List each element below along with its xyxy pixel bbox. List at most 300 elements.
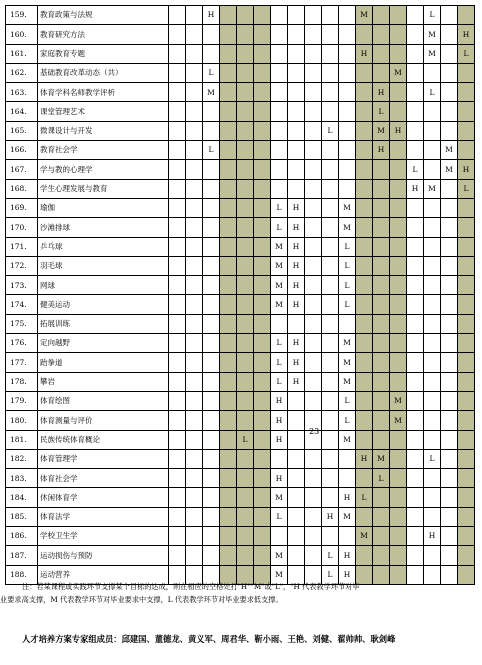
table-row	[6, 314, 475, 333]
support-level-cell	[220, 160, 237, 179]
table-row	[6, 353, 475, 372]
support-level-cell: L	[203, 141, 220, 160]
support-level-cell	[390, 507, 407, 526]
support-level-cell	[186, 488, 203, 507]
support-level-cell	[373, 411, 390, 430]
support-level-cell	[390, 449, 407, 468]
support-level-cell	[220, 218, 237, 237]
support-level-cell	[373, 295, 390, 314]
support-level-cell	[322, 372, 339, 391]
table-row	[6, 411, 475, 430]
support-level-cell: L	[271, 198, 288, 217]
support-level-cell	[339, 121, 356, 140]
course-name: 教育政策与法规	[38, 6, 169, 25]
course-number: 182.	[6, 449, 38, 468]
support-level-cell: M	[356, 527, 373, 546]
support-level-cell	[271, 179, 288, 198]
support-level-cell	[458, 198, 475, 217]
support-level-cell	[237, 488, 254, 507]
support-level-cell	[322, 276, 339, 295]
support-level-cell	[373, 507, 390, 526]
support-level-cell	[237, 391, 254, 410]
support-level-cell	[373, 527, 390, 546]
support-level-cell	[254, 527, 271, 546]
support-level-cell	[186, 160, 203, 179]
support-level-cell	[373, 334, 390, 353]
support-level-cell	[390, 160, 407, 179]
support-level-cell	[424, 276, 441, 295]
support-level-cell: H	[288, 198, 305, 217]
support-level-cell	[356, 507, 373, 526]
support-level-cell	[237, 6, 254, 25]
support-level-cell	[424, 295, 441, 314]
support-level-cell	[237, 44, 254, 63]
support-level-cell	[339, 44, 356, 63]
support-level-cell	[305, 218, 322, 237]
support-level-cell	[186, 102, 203, 121]
course-name: 运动营养	[38, 565, 169, 584]
support-level-cell	[458, 314, 475, 333]
support-level-cell	[220, 469, 237, 488]
course-name: 体育管理学	[38, 449, 169, 468]
support-level-cell	[271, 63, 288, 82]
support-level-cell	[254, 25, 271, 44]
course-number: 180.	[6, 411, 38, 430]
support-level-cell	[458, 411, 475, 430]
support-level-cell	[237, 25, 254, 44]
support-level-cell	[356, 25, 373, 44]
support-level-cell	[237, 160, 254, 179]
support-level-cell	[458, 102, 475, 121]
support-level-cell	[220, 83, 237, 102]
support-level-cell	[186, 121, 203, 140]
course-name: 课堂管理艺术	[38, 102, 169, 121]
support-level-cell	[373, 198, 390, 217]
support-level-cell: L	[322, 121, 339, 140]
support-level-cell	[424, 102, 441, 121]
support-level-cell	[271, 121, 288, 140]
support-level-cell	[373, 372, 390, 391]
support-level-cell: H	[373, 141, 390, 160]
support-level-cell	[356, 334, 373, 353]
support-level-cell	[390, 102, 407, 121]
support-level-cell	[390, 6, 407, 25]
support-level-cell: M	[424, 179, 441, 198]
support-level-cell	[203, 160, 220, 179]
support-level-cell	[288, 83, 305, 102]
support-level-cell	[356, 276, 373, 295]
support-level-cell	[288, 469, 305, 488]
support-level-cell	[407, 372, 424, 391]
support-level-cell	[220, 314, 237, 333]
support-level-cell	[356, 63, 373, 82]
support-level-cell	[203, 276, 220, 295]
support-level-cell: L	[322, 565, 339, 584]
support-level-cell	[220, 546, 237, 565]
support-level-cell	[339, 63, 356, 82]
support-level-cell	[305, 276, 322, 295]
support-level-cell	[305, 160, 322, 179]
support-level-cell	[186, 198, 203, 217]
support-level-cell	[237, 449, 254, 468]
support-level-cell	[220, 237, 237, 256]
support-level-cell	[458, 237, 475, 256]
support-level-cell	[186, 507, 203, 526]
support-level-cell	[407, 334, 424, 353]
course-number: 165.	[6, 121, 38, 140]
support-level-cell	[169, 44, 186, 63]
support-level-cell	[169, 6, 186, 25]
support-level-cell	[322, 314, 339, 333]
table-row	[6, 430, 475, 449]
support-level-cell: M	[339, 507, 356, 526]
support-level-cell	[237, 141, 254, 160]
support-level-cell	[339, 469, 356, 488]
support-level-cell	[254, 83, 271, 102]
support-level-cell	[458, 256, 475, 275]
support-level-cell	[356, 295, 373, 314]
support-level-cell	[237, 469, 254, 488]
support-level-cell: H	[288, 295, 305, 314]
support-level-cell	[220, 295, 237, 314]
support-level-cell: H	[356, 44, 373, 63]
support-level-cell	[407, 198, 424, 217]
table-row	[6, 488, 475, 507]
support-level-cell	[203, 372, 220, 391]
support-level-cell: H	[407, 179, 424, 198]
support-level-cell	[237, 102, 254, 121]
support-level-cell	[169, 527, 186, 546]
support-level-cell	[339, 160, 356, 179]
support-level-cell: M	[339, 334, 356, 353]
support-level-cell	[203, 449, 220, 468]
support-level-cell	[407, 83, 424, 102]
support-level-cell	[169, 372, 186, 391]
support-level-cell	[458, 488, 475, 507]
course-number: 161.	[6, 44, 38, 63]
course-number: 166.	[6, 141, 38, 160]
support-level-cell	[339, 83, 356, 102]
support-level-cell	[305, 314, 322, 333]
table-row	[6, 391, 475, 410]
support-level-cell	[220, 44, 237, 63]
support-level-cell	[441, 198, 458, 217]
support-level-cell	[407, 295, 424, 314]
course-number: 184.	[6, 488, 38, 507]
support-level-cell	[441, 334, 458, 353]
support-level-cell: L	[203, 63, 220, 82]
support-level-cell	[305, 121, 322, 140]
support-level-cell	[458, 507, 475, 526]
course-number: 179.	[6, 391, 38, 410]
support-level-cell	[322, 237, 339, 256]
course-name: 定向越野	[38, 334, 169, 353]
support-level-cell: L	[373, 469, 390, 488]
course-number: 167.	[6, 160, 38, 179]
support-level-cell	[356, 218, 373, 237]
support-level-cell	[339, 179, 356, 198]
support-level-cell: L	[339, 237, 356, 256]
support-level-cell	[254, 391, 271, 410]
support-level-cell	[169, 314, 186, 333]
support-level-cell	[390, 469, 407, 488]
support-level-cell	[169, 488, 186, 507]
support-level-cell	[424, 430, 441, 449]
support-level-cell	[322, 391, 339, 410]
support-level-cell: L	[424, 6, 441, 25]
support-level-cell: H	[271, 430, 288, 449]
support-level-cell	[373, 25, 390, 44]
footnote-line-2: 业要求高支撑，M 代表教学环节对毕业要求中支撑，L 代表教学环节对毕业要求低支撑。	[0, 595, 283, 604]
support-level-cell	[373, 314, 390, 333]
support-level-cell: M	[339, 218, 356, 237]
support-level-cell	[220, 488, 237, 507]
support-level-cell	[424, 488, 441, 507]
support-level-cell	[254, 160, 271, 179]
support-level-cell	[305, 256, 322, 275]
support-level-cell	[169, 276, 186, 295]
support-level-cell	[169, 546, 186, 565]
table-row	[6, 179, 475, 198]
support-level-cell	[356, 141, 373, 160]
footnote	[0, 580, 480, 606]
support-level-cell: M	[390, 391, 407, 410]
support-level-cell	[458, 6, 475, 25]
support-level-cell	[390, 372, 407, 391]
support-level-cell	[373, 160, 390, 179]
support-level-cell	[186, 83, 203, 102]
support-level-cell	[407, 218, 424, 237]
support-level-cell	[271, 44, 288, 63]
course-name: 运动损伤与预防	[38, 546, 169, 565]
support-level-cell	[288, 179, 305, 198]
support-level-cell	[390, 237, 407, 256]
support-level-cell: M	[271, 488, 288, 507]
table-row	[6, 83, 475, 102]
support-level-cell	[407, 102, 424, 121]
support-level-cell	[220, 527, 237, 546]
support-level-cell	[424, 218, 441, 237]
support-level-cell	[169, 430, 186, 449]
support-level-cell	[271, 449, 288, 468]
support-level-cell	[288, 314, 305, 333]
support-level-cell	[305, 295, 322, 314]
support-level-cell	[169, 237, 186, 256]
support-level-cell	[441, 102, 458, 121]
support-level-cell	[322, 411, 339, 430]
support-level-cell	[339, 25, 356, 44]
support-level-cell	[254, 6, 271, 25]
support-level-cell	[390, 353, 407, 372]
support-level-cell	[424, 469, 441, 488]
support-level-cell	[441, 6, 458, 25]
support-level-cell	[220, 63, 237, 82]
table-row	[6, 334, 475, 353]
support-level-cell	[305, 527, 322, 546]
support-level-cell	[237, 276, 254, 295]
course-number: 173.	[6, 276, 38, 295]
support-level-cell	[441, 430, 458, 449]
support-level-cell	[288, 25, 305, 44]
support-level-cell	[220, 372, 237, 391]
support-level-cell: L	[339, 256, 356, 275]
support-level-cell	[373, 44, 390, 63]
support-level-cell	[407, 546, 424, 565]
support-level-cell	[305, 449, 322, 468]
support-level-cell	[254, 198, 271, 217]
support-level-cell	[254, 102, 271, 121]
support-level-cell	[441, 83, 458, 102]
support-level-cell	[424, 198, 441, 217]
support-level-cell	[237, 179, 254, 198]
support-level-cell	[203, 25, 220, 44]
support-level-cell: L	[271, 372, 288, 391]
support-level-cell	[305, 507, 322, 526]
support-level-cell	[407, 488, 424, 507]
support-level-cell	[237, 83, 254, 102]
support-level-cell	[237, 295, 254, 314]
support-level-cell	[441, 449, 458, 468]
support-level-cell	[356, 372, 373, 391]
support-level-cell	[220, 25, 237, 44]
support-level-cell	[441, 507, 458, 526]
support-level-cell	[441, 469, 458, 488]
support-level-cell	[441, 276, 458, 295]
support-level-cell: L	[271, 353, 288, 372]
support-level-cell	[373, 353, 390, 372]
support-level-cell	[203, 121, 220, 140]
table-row	[6, 372, 475, 391]
support-level-cell	[407, 276, 424, 295]
support-level-cell	[407, 25, 424, 44]
support-level-cell	[203, 102, 220, 121]
support-level-cell: M	[271, 546, 288, 565]
support-level-cell	[203, 198, 220, 217]
support-level-cell	[441, 44, 458, 63]
support-level-cell	[322, 527, 339, 546]
support-level-cell: M	[339, 372, 356, 391]
support-level-cell	[322, 295, 339, 314]
support-level-cell	[407, 469, 424, 488]
table-row	[6, 295, 475, 314]
support-level-cell	[373, 63, 390, 82]
support-level-cell	[203, 411, 220, 430]
support-level-cell: H	[458, 160, 475, 179]
support-level-cell	[424, 160, 441, 179]
support-level-cell	[186, 372, 203, 391]
support-level-cell	[373, 488, 390, 507]
support-level-cell	[322, 44, 339, 63]
support-level-cell: M	[203, 83, 220, 102]
support-level-cell	[441, 218, 458, 237]
support-level-cell	[254, 179, 271, 198]
support-level-cell: L	[271, 507, 288, 526]
support-level-cell	[288, 63, 305, 82]
support-level-cell	[458, 469, 475, 488]
support-level-cell	[237, 198, 254, 217]
support-level-cell	[458, 121, 475, 140]
support-level-cell	[271, 102, 288, 121]
support-level-cell	[203, 488, 220, 507]
table-row	[6, 237, 475, 256]
support-level-cell	[203, 314, 220, 333]
support-level-cell	[220, 6, 237, 25]
support-level-cell: M	[373, 449, 390, 468]
support-level-cell	[407, 237, 424, 256]
course-name: 休闲体育学	[38, 488, 169, 507]
support-level-cell	[390, 527, 407, 546]
support-level-cell	[271, 25, 288, 44]
support-level-cell	[424, 334, 441, 353]
course-number: 172.	[6, 256, 38, 275]
support-level-cell: M	[271, 276, 288, 295]
support-level-cell	[390, 218, 407, 237]
course-number: 162.	[6, 63, 38, 82]
course-name: 体育社会学	[38, 469, 169, 488]
support-level-cell: M	[339, 430, 356, 449]
support-level-cell	[441, 25, 458, 44]
support-level-cell	[390, 276, 407, 295]
support-level-cell	[254, 488, 271, 507]
support-level-cell	[407, 353, 424, 372]
support-level-cell	[322, 63, 339, 82]
support-level-cell	[407, 256, 424, 275]
table-row	[6, 25, 475, 44]
support-level-cell	[322, 141, 339, 160]
support-level-cell	[254, 121, 271, 140]
support-level-cell	[322, 218, 339, 237]
course-number: 178.	[6, 372, 38, 391]
support-level-cell	[424, 237, 441, 256]
support-level-cell: H	[271, 469, 288, 488]
support-level-cell	[203, 179, 220, 198]
support-level-cell	[458, 63, 475, 82]
support-level-cell: H	[390, 121, 407, 140]
support-level-cell	[186, 334, 203, 353]
table-row	[6, 469, 475, 488]
support-level-cell	[373, 237, 390, 256]
support-level-cell: L	[373, 102, 390, 121]
course-matrix-table	[5, 5, 475, 585]
course-name: 健美运动	[38, 295, 169, 314]
support-level-cell	[390, 546, 407, 565]
support-level-cell	[237, 218, 254, 237]
support-level-cell	[390, 256, 407, 275]
support-level-cell	[288, 546, 305, 565]
support-level-cell: L	[424, 83, 441, 102]
support-level-cell	[305, 237, 322, 256]
support-level-cell	[237, 527, 254, 546]
support-level-cell	[305, 179, 322, 198]
support-level-cell	[288, 121, 305, 140]
support-level-cell	[186, 314, 203, 333]
support-level-cell	[356, 411, 373, 430]
support-level-cell	[390, 141, 407, 160]
support-level-cell	[390, 44, 407, 63]
course-name: 教育研究方法	[38, 25, 169, 44]
support-level-cell	[305, 83, 322, 102]
support-level-cell: H	[322, 507, 339, 526]
support-level-cell	[203, 391, 220, 410]
support-level-cell	[424, 391, 441, 410]
support-level-cell	[254, 469, 271, 488]
support-level-cell	[237, 314, 254, 333]
support-level-cell	[169, 160, 186, 179]
support-level-cell	[203, 469, 220, 488]
support-level-cell	[237, 334, 254, 353]
support-level-cell: L	[407, 160, 424, 179]
support-level-cell	[424, 256, 441, 275]
